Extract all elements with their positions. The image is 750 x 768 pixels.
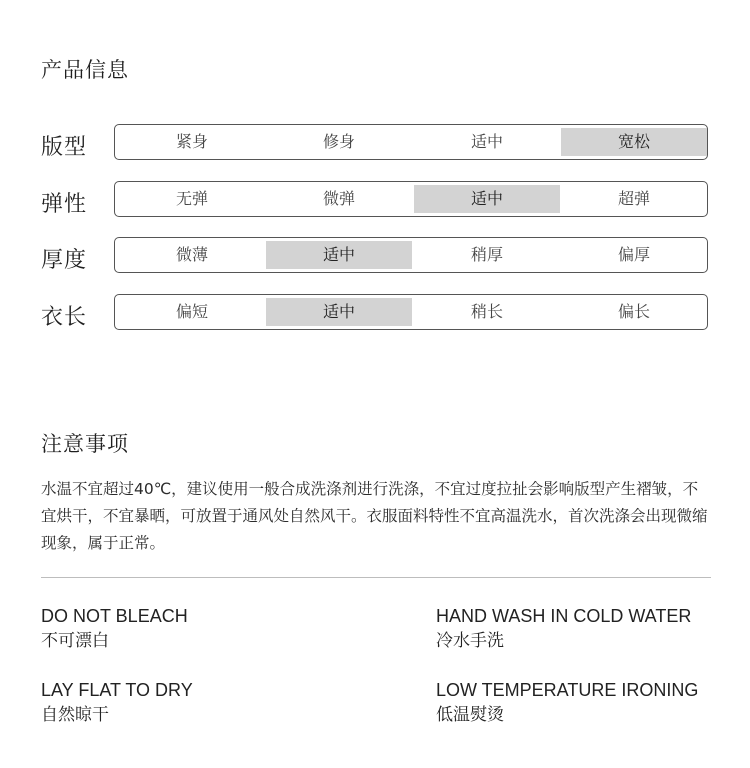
attr-option-selected: 适中 xyxy=(414,185,560,213)
attr-option-selected: 适中 xyxy=(266,298,412,326)
product-info-title: 产品信息 xyxy=(41,58,129,82)
care-item-no-bleach xyxy=(41,605,341,654)
divider xyxy=(41,577,711,578)
attr-option: 稍长 xyxy=(470,302,503,321)
care-item-en: DO NOT BLEACH xyxy=(41,606,188,626)
attr-row-length xyxy=(41,294,711,332)
attr-label: 厚度 xyxy=(41,248,88,273)
care-item-en: LAY FLAT TO DRY xyxy=(41,680,193,700)
attr-row-fit xyxy=(41,124,711,162)
attr-option: 修身 xyxy=(322,132,355,151)
attr-option: 无弹 xyxy=(175,189,208,208)
care-notes-text: 水温不宜超过40℃，建议使用一般合成洗涤剂进行洗涤，不宜过度拉扯会影响版型产生褶皱，不宜烘干，不宜暴晒，可放置于通风处自然风干。衣服面料特性不宜高温洗水，首次洗涤会出现微缩现象，属于正常。 xyxy=(41,480,708,552)
care-item-zh: 自然晾干 xyxy=(41,705,109,725)
attr-scale xyxy=(114,124,708,160)
care-notes-title: 注意事项 xyxy=(41,432,129,456)
attr-row-thickness xyxy=(41,237,711,275)
attr-option: 偏长 xyxy=(617,302,650,321)
attr-scale xyxy=(114,181,708,217)
care-item-hand-wash xyxy=(436,605,736,654)
care-item-en: HAND WASH IN COLD WATER xyxy=(436,606,692,626)
attr-option: 紧身 xyxy=(175,132,208,151)
care-item-en: LOW TEMPERATURE IRONING xyxy=(436,680,699,700)
care-item-zh: 低温熨烫 xyxy=(436,705,504,725)
care-item-low-temp-iron xyxy=(436,679,736,728)
care-item-lay-flat-dry xyxy=(41,679,341,728)
attr-scale xyxy=(114,294,708,330)
attr-option: 微弹 xyxy=(322,189,355,208)
care-item-zh: 冷水手洗 xyxy=(436,631,504,651)
attr-option-selected: 适中 xyxy=(266,241,412,269)
attr-label: 衣长 xyxy=(41,305,88,330)
attr-option: 偏厚 xyxy=(617,245,650,264)
attr-option: 微薄 xyxy=(175,245,208,264)
attr-label: 弹性 xyxy=(41,192,88,217)
attr-label: 版型 xyxy=(41,135,88,160)
attr-option: 稍厚 xyxy=(470,245,503,264)
attr-option-selected: 宽松 xyxy=(561,128,707,156)
care-item-zh: 不可漂白 xyxy=(41,631,109,651)
attr-option: 适中 xyxy=(470,132,503,151)
attr-option: 超弹 xyxy=(617,189,650,208)
attr-option: 偏短 xyxy=(175,302,208,321)
attr-scale xyxy=(114,237,708,273)
attr-row-elasticity xyxy=(41,181,711,219)
